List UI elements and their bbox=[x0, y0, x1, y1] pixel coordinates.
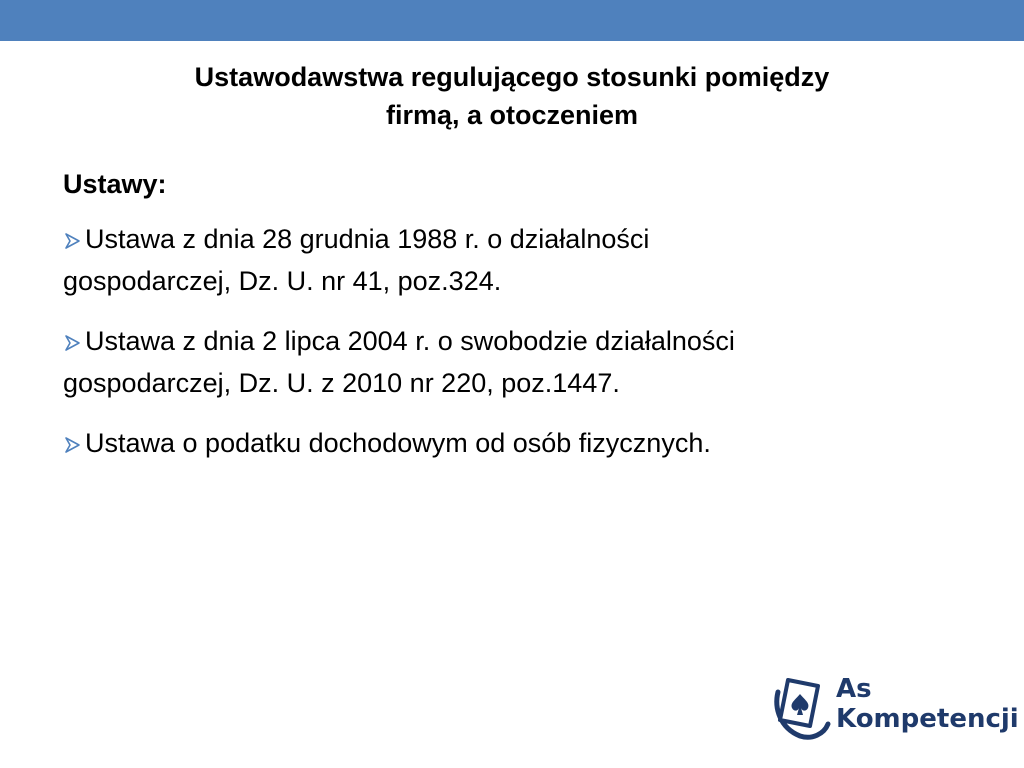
bullet-item-3 bbox=[63, 422, 963, 464]
bullet-text: Ustawa z dnia 28 grudnia 1988 r. o działalności bbox=[85, 224, 650, 254]
bullet-text-continuation: gospodarczej, Dz. U. nr 41, poz.324. bbox=[63, 266, 502, 296]
slide-title bbox=[80, 58, 944, 134]
arrowhead-icon bbox=[63, 232, 85, 250]
section-heading: Ustawy: bbox=[63, 169, 167, 199]
logo-text bbox=[836, 674, 1019, 734]
top-bar bbox=[0, 0, 1024, 41]
slide-content bbox=[63, 164, 963, 482]
bullet-item-2 bbox=[63, 320, 963, 404]
arrowhead-icon bbox=[63, 334, 85, 352]
logo-line-2: Kompetencji bbox=[836, 704, 1019, 734]
bullet-text: Ustawa o podatku dochodowym od osób fizycznych. bbox=[85, 428, 711, 458]
bullet-text: Ustawa z dnia 2 lipca 2004 r. o swobodzie działalności bbox=[85, 326, 735, 356]
bullet-text-continuation: gospodarczej, Dz. U. z 2010 nr 220, poz.1447. bbox=[63, 368, 620, 398]
title-line-2: firmą, a otoczeniem bbox=[385, 100, 639, 130]
title-line-1: Ustawodawstwa regulującego stosunki pomiędzy bbox=[194, 62, 830, 92]
logo-line-1: As bbox=[836, 674, 872, 704]
bullet-item-1 bbox=[63, 218, 963, 302]
as-kompetencji-logo bbox=[770, 668, 1019, 748]
card-spade-icon bbox=[770, 670, 832, 742]
arrowhead-icon bbox=[63, 436, 85, 454]
